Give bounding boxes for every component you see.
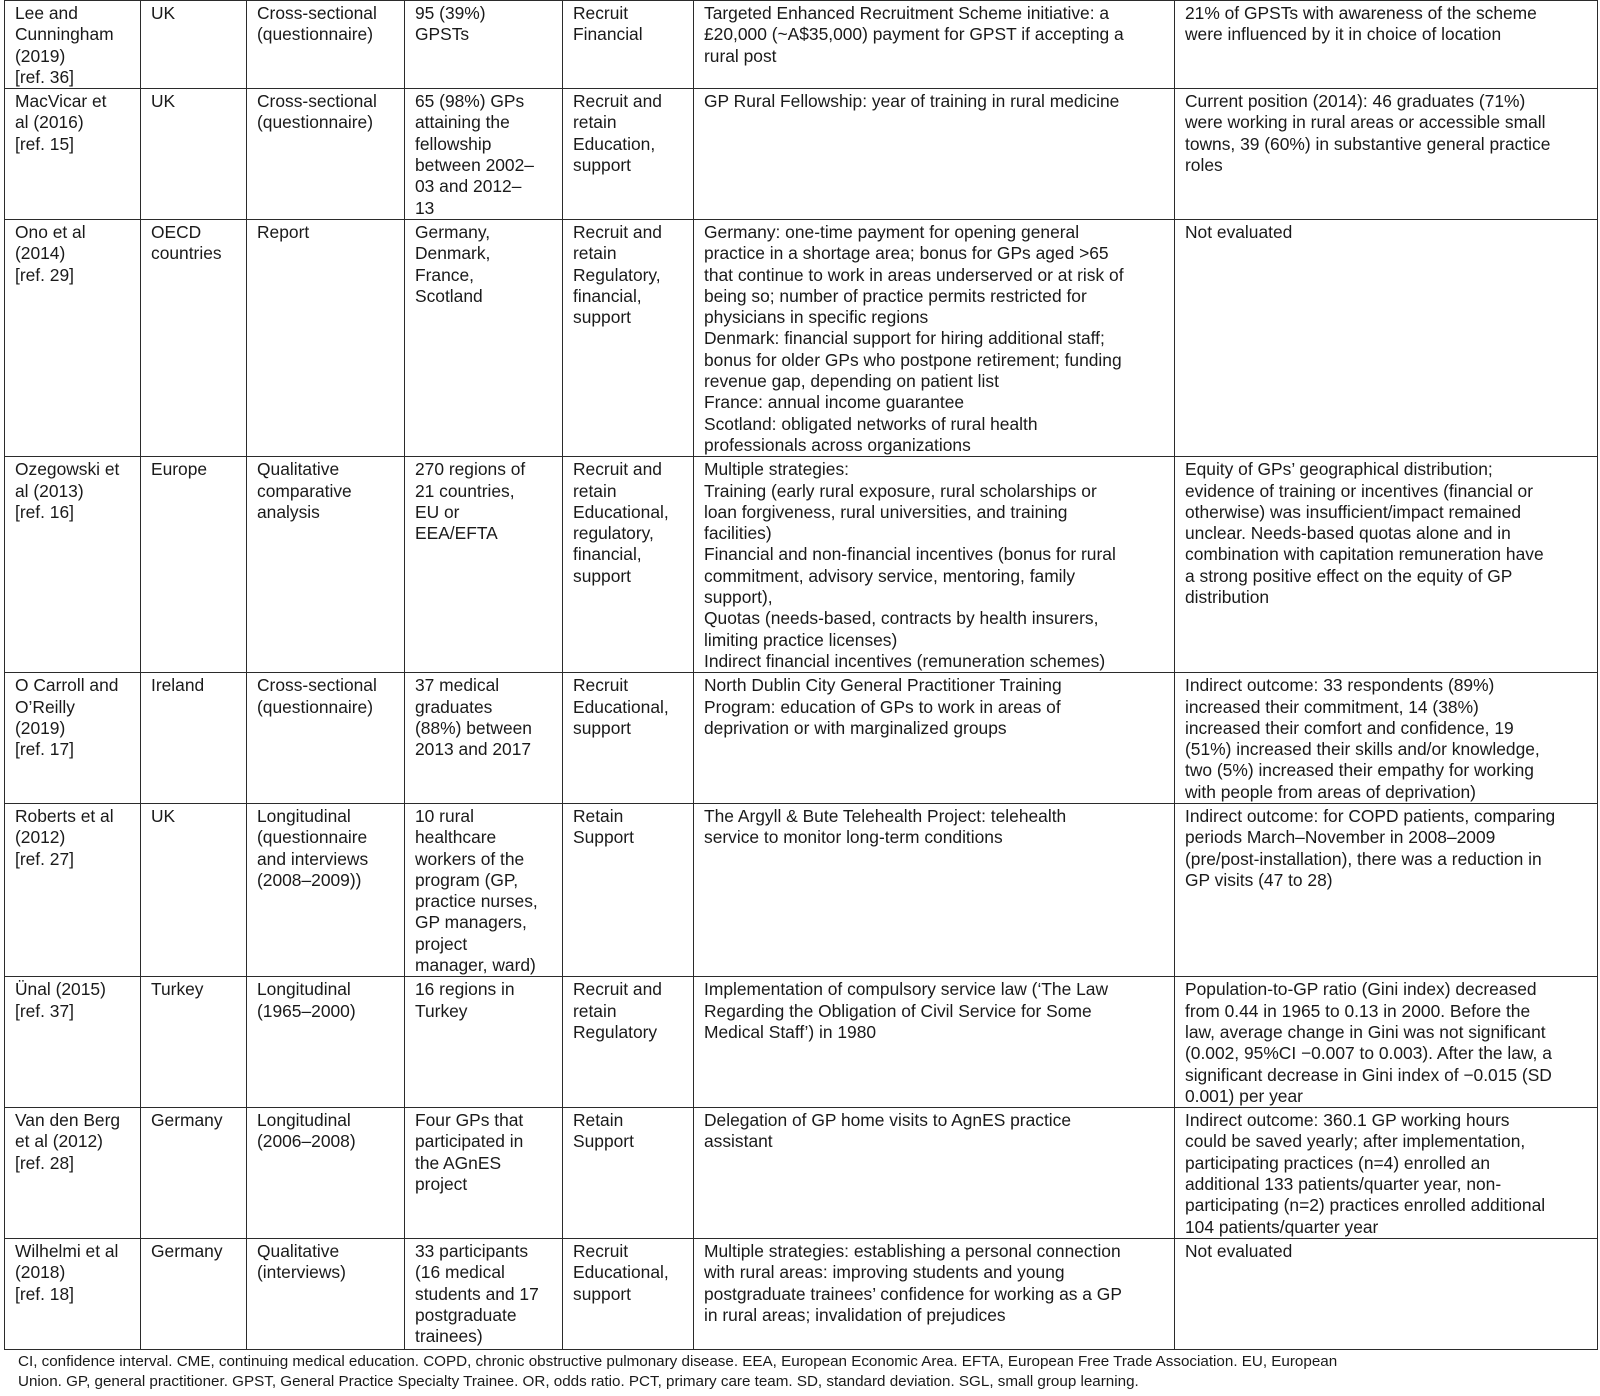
sample-cell: 95 (39%) GPSTs xyxy=(405,1,563,89)
intervention-cell: North Dublin City General Practitioner Training Program: education of GPs to work in areas of deprivation or with marginalized groups xyxy=(694,673,1175,804)
study-cell: Ünal (2015) [ref. 37] xyxy=(5,977,141,1108)
design-cell: Longitudinal (questionnaire and interviews (2008–2009)) xyxy=(247,803,405,976)
study-cell: O Carroll and O’Reilly (2019) [ref. 17] xyxy=(5,673,141,804)
study-cell: MacVicar et al (2016) [ref. 15] xyxy=(5,89,141,220)
design-cell: Qualitative (interviews) xyxy=(247,1238,405,1349)
aim-cell: Recruit and retain Educational, regulatory, financial, support xyxy=(563,457,694,673)
aim-cell: Recruit and retain Education, support xyxy=(563,89,694,220)
outcome-cell: Equity of GPs’ geographical distribution; evidence of training or incentives (financial or otherwise) was insufficient/impact remained unclear. Needs-based quotas alone and in combination with capitation remuneration have a strong positive effect on the equity of GP distribution xyxy=(1175,457,1598,673)
sample-cell: 10 rural healthcare workers of the program (GP, practice nurses, GP managers, project manager, ward) xyxy=(405,803,563,976)
aim-cell: Recruit Educational, support xyxy=(563,673,694,804)
study-cell: Roberts et al (2012) [ref. 27] xyxy=(5,803,141,976)
intervention-cell: Implementation of compulsory service law (‘The Law Regarding the Obligation of Civil Service for Some Medical Staff’) in 1980 xyxy=(694,977,1175,1108)
study-cell: Ono et al (2014) [ref. 29] xyxy=(5,219,141,456)
aim-cell: Recruit and retain Regulatory, financial, support xyxy=(563,219,694,456)
table-row xyxy=(5,977,1598,1108)
design-cell: Report xyxy=(247,219,405,456)
design-cell: Qualitative comparative analysis xyxy=(247,457,405,673)
table-row xyxy=(5,1108,1598,1239)
aim-cell: Recruit Educational, support xyxy=(563,1238,694,1349)
aim-cell: Retain Support xyxy=(563,1108,694,1239)
intervention-cell: The Argyll & Bute Telehealth Project: telehealth service to monitor long-term conditions xyxy=(694,803,1175,976)
intervention-cell: Multiple strategies: establishing a personal connection with rural areas: improving students and young postgraduate trainees’ confidence for working as a GP in rural areas; invalidation of prejudices xyxy=(694,1238,1175,1349)
table-footnote: CI, confidence interval. CME, continuing medical education. COPD, chronic obstructive pulmonary disease. EEA, European Economic Area. EFTA, European Free Trade Association. EU, European Union. GP, general practitioner. GPST, General Practice Specialty Trainee. OR, odds ratio. PCT, primary care team. SD, standard deviation. SGL, small group learning. xyxy=(18,1353,1338,1390)
evidence-table xyxy=(4,0,1598,1350)
aim-cell: Retain Support xyxy=(563,803,694,976)
outcome-cell: Not evaluated xyxy=(1175,1238,1598,1349)
table-body xyxy=(5,1,1598,1350)
outcome-cell: Indirect outcome: 360.1 GP working hours could be saved yearly; after implementation, participating practices (n=4) enrolled an additional 133 patients/quarter year, non- participating (n=2) practices enrolled additional 104 patients/quarter year xyxy=(1175,1108,1598,1239)
study-cell: Lee and Cunningham (2019) [ref. 36] xyxy=(5,1,141,89)
sample-cell: Germany, Denmark, France, Scotland xyxy=(405,219,563,456)
outcome-cell: Indirect outcome: 33 respondents (89%) increased their commitment, 14 (38%) increased their comfort and confidence, 19 (51%) increased their skills and/or knowledge, two (5%) increased their empathy for working with people from areas of deprivation) xyxy=(1175,673,1598,804)
table-row xyxy=(5,1238,1598,1349)
outcome-cell: Current position (2014): 46 graduates (71%) were working in rural areas or accessible small towns, 39 (60%) in substantive general practice roles xyxy=(1175,89,1598,220)
table-row xyxy=(5,89,1598,220)
intervention-cell: Germany: one-time payment for opening general practice in a shortage area; bonus for GPs aged >65 that continue to work in areas underserved or at risk of being so; number of practice permits restricted for physicians in specific regions Denmark: financial support for hiring additional staff; bonus for older GPs who postpone retirement; funding revenue gap, depending on patient list France: annual income guarantee Scotland: obligated networks of rural health professionals across organizations xyxy=(694,219,1175,456)
sample-cell: Four GPs that participated in the AGnES project xyxy=(405,1108,563,1239)
table-row xyxy=(5,219,1598,456)
sample-cell: 65 (98%) GPs attaining the fellowship between 2002– 03 and 2012– 13 xyxy=(405,89,563,220)
aim-cell: Recruit and retain Regulatory xyxy=(563,977,694,1108)
design-cell: Cross-sectional (questionnaire) xyxy=(247,89,405,220)
intervention-cell: Multiple strategies: Training (early rural exposure, rural scholarships or loan forgiveness, rural universities, and training facilities) Financial and non-financial incentives (bonus for rural commitment, advisory service, mentoring, family support), Quotas (needs-based, contracts by health insurers, limiting practice licenses) Indirect financial incentives (remuneration schemes) xyxy=(694,457,1175,673)
country-cell: OECD countries xyxy=(141,219,247,456)
sample-cell: 270 regions of 21 countries, EU or EEA/EFTA xyxy=(405,457,563,673)
country-cell: UK xyxy=(141,1,247,89)
table-row xyxy=(5,673,1598,804)
study-cell: Ozegowski et al (2013) [ref. 16] xyxy=(5,457,141,673)
sample-cell: 16 regions in Turkey xyxy=(405,977,563,1108)
outcome-cell: Population-to-GP ratio (Gini index) decreased from 0.44 in 1965 to 0.13 in 2000. Before the law, average change in Gini was not significant (0.002, 95%CI −0.007 to 0.003). After the law, a significant decrease in Gini index of −0.015 (SD 0.001) per year xyxy=(1175,977,1598,1108)
study-cell: Van den Berg et al (2012) [ref. 28] xyxy=(5,1108,141,1239)
outcome-cell: Indirect outcome: for COPD patients, comparing periods March–November in 2008–2009 (pre/post-installation), there was a reduction in GP visits (47 to 28) xyxy=(1175,803,1598,976)
country-cell: Europe xyxy=(141,457,247,673)
table-row xyxy=(5,457,1598,673)
country-cell: UK xyxy=(141,803,247,976)
study-cell: Wilhelmi et al (2018) [ref. 18] xyxy=(5,1238,141,1349)
design-cell: Cross-sectional (questionnaire) xyxy=(247,1,405,89)
intervention-cell: Targeted Enhanced Recruitment Scheme initiative: a £20,000 (~A$35,000) payment for GPST if accepting a rural post xyxy=(694,1,1175,89)
design-cell: Longitudinal (1965–2000) xyxy=(247,977,405,1108)
sample-cell: 37 medical graduates (88%) between 2013 and 2017 xyxy=(405,673,563,804)
country-cell: Turkey xyxy=(141,977,247,1108)
aim-cell: Recruit Financial xyxy=(563,1,694,89)
outcome-cell: Not evaluated xyxy=(1175,219,1598,456)
table-row xyxy=(5,803,1598,976)
country-cell: Germany xyxy=(141,1238,247,1349)
design-cell: Longitudinal (2006–2008) xyxy=(247,1108,405,1239)
outcome-cell: 21% of GPSTs with awareness of the scheme were influenced by it in choice of location xyxy=(1175,1,1598,89)
country-cell: Ireland xyxy=(141,673,247,804)
table-row xyxy=(5,1,1598,89)
sample-cell: 33 participants (16 medical students and 17 postgraduate trainees) xyxy=(405,1238,563,1349)
design-cell: Cross-sectional (questionnaire) xyxy=(247,673,405,804)
country-cell: Germany xyxy=(141,1108,247,1239)
intervention-cell: Delegation of GP home visits to AgnES practice assistant xyxy=(694,1108,1175,1239)
country-cell: UK xyxy=(141,89,247,220)
intervention-cell: GP Rural Fellowship: year of training in rural medicine xyxy=(694,89,1175,220)
